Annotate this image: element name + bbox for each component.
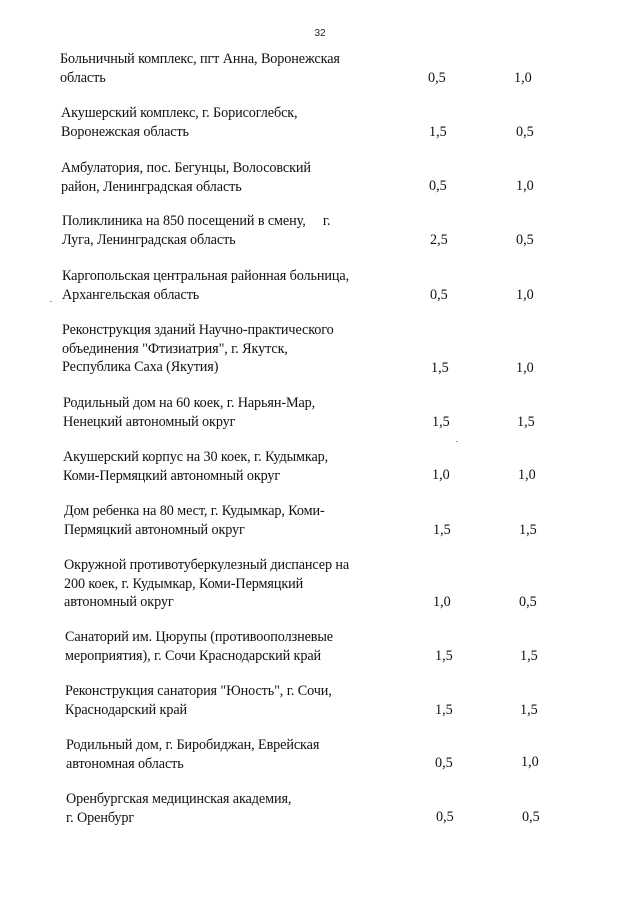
facility-name [60,50,380,87]
value-col-1: 0,5 [436,809,454,825]
value-col-1: 1,5 [431,360,449,376]
facility-name-line: Каргопольская центральная районная больница, [62,268,350,284]
facility-name-line: Реконструкция зданий Научно-практического [62,322,334,338]
facility-name [63,394,383,431]
facility-name-line: г. Оренбург [66,809,135,826]
value-col-1: 0,5 [435,755,453,771]
facility-name [65,682,385,719]
value-col-1: 1,5 [435,648,453,664]
facility-name-line: район, Ленинградская область [61,178,242,195]
facility-name-line: Больничный комплекс, пгт Анна, Воронежская [60,51,340,67]
value-col-2: 0,5 [522,809,540,825]
facility-name-line: Родильный дом на 60 коек, г. Нарьян-Мар, [63,395,316,411]
value-col-1: 1,5 [435,702,453,718]
facility-name-line: объединения "Фтизиатрия", г. Якутск, [62,340,288,357]
facility-name-line: Акушерский комплекс, г. Борисоглебск, [61,105,298,121]
facility-name [63,448,383,485]
value-col-1: 0,5 [430,287,448,303]
page-number: 32 [314,28,326,39]
facility-name-line: Поликлиника на 850 посещений в смену, г. [62,213,331,229]
facility-name-line: Воронежская область [61,123,189,140]
value-col-1: 0,5 [429,178,447,194]
facility-name [66,736,386,773]
facility-name [62,212,382,249]
facility-name-line: Ненецкий автономный округ [63,413,236,430]
facility-name-line: 200 коек, г. Кудымкар, Коми-Пермяцкий [64,575,304,592]
value-col-1: 1,5 [432,414,450,430]
scan-speck [50,301,52,302]
value-col-2: 1,0 [518,467,536,483]
facility-name-line: Дом ребенка на 80 мест, г. Кудымкар, Коми- [64,503,325,519]
facility-name-line: мероприятия), г. Сочи Краснодарский край [65,647,322,664]
value-col-2: 1,0 [516,360,534,376]
value-col-2: 1,0 [521,754,539,770]
value-col-2: 0,5 [519,594,537,610]
facility-name-line: Оренбургская медицинская академия, [66,791,292,807]
facility-name-line: Луга, Ленинградская область [62,231,236,248]
value-col-1: 1,0 [433,594,451,610]
value-col-2: 1,0 [516,178,534,194]
value-col-2: 0,5 [516,124,534,140]
facility-name-line: автономный округ [64,594,174,610]
facility-name-line: Акушерский корпус на 30 коек, г. Кудымкар, [63,449,329,465]
value-col-2: 1,5 [519,522,537,538]
facility-name-line: Родильный дом, г. Биробиджан, Еврейская [66,737,320,753]
facility-name [64,502,384,539]
value-col-1: 2,5 [430,232,448,248]
facility-name [62,267,382,304]
facility-name-line: Коми-Пермяцкий автономный округ [63,467,281,484]
facility-name-line: автономная область [66,755,184,772]
value-col-2: 1,0 [514,70,532,86]
value-col-2: 1,5 [520,702,538,718]
value-col-1: 1,5 [429,124,447,140]
facility-name-line: Окружной противотуберкулезный диспансер на [64,557,350,573]
facility-name-line: Архангельская область [62,286,200,303]
value-col-2: 1,5 [520,648,538,664]
facility-name [65,628,385,665]
value-col-1: 1,5 [433,522,451,538]
facility-name [61,104,381,141]
value-col-2: 0,5 [516,232,534,248]
facility-name-line: Пермяцкий автономный округ [64,521,245,538]
value-col-1: 0,5 [428,70,446,86]
facility-name [62,321,382,377]
value-col-2: 1,0 [516,287,534,303]
value-col-1: 1,0 [432,467,450,483]
facility-name-line: область [60,69,106,86]
facility-name-line: Санаторий им. Цюрупы (противооползневые [65,629,333,645]
facility-name-line: Амбулатория, пос. Бегунцы, Волосовский [61,160,311,176]
facility-name [64,556,384,612]
scan-speck [456,441,458,442]
facility-name-line: Реконструкция санатория "Юность", г. Сочи, [65,683,332,699]
value-col-2: 1,5 [517,414,535,430]
facility-name [66,790,386,827]
facility-name-line: Республика Саха (Якутия) [62,359,219,375]
facility-name-line: Краснодарский край [65,701,188,718]
facility-name [61,159,381,196]
